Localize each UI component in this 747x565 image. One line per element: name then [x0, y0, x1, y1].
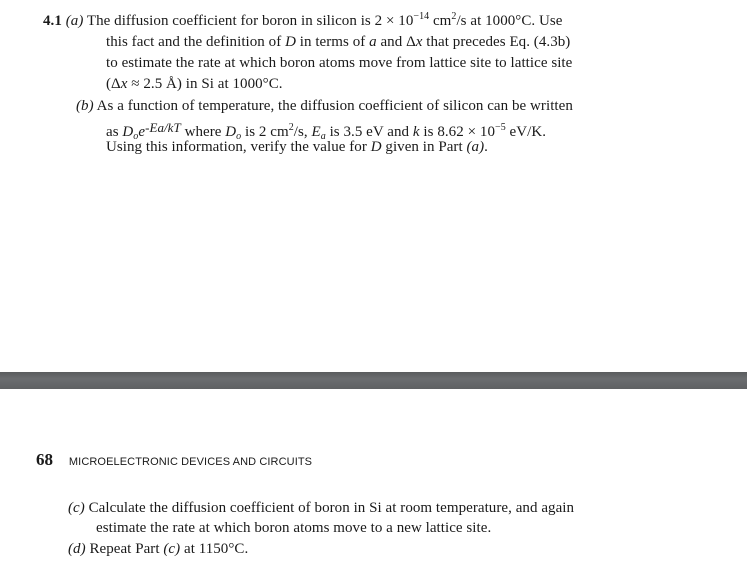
part-a-text: and Δ — [376, 34, 416, 50]
part-a-text: The diffusion coefficient for boron in silicon is 2 × 10 — [86, 13, 414, 29]
running-header-title: MICROELECTRONIC DEVICES AND CIRCUITS — [68, 456, 313, 468]
part-b-text: is 3.5 eV and — [325, 124, 413, 140]
part-a-text: in terms of — [295, 34, 370, 50]
part-b-text: where — [180, 124, 226, 140]
problem-4-1-line-5 — [76, 97, 573, 116]
part-b-text: Using this information, verify the value for — [106, 139, 371, 155]
part-a-unit-exponent: 2 — [451, 11, 457, 22]
symbol-x: x — [120, 76, 128, 92]
part-a-text: (Δ — [106, 76, 121, 92]
symbol-x: x — [415, 34, 423, 50]
subscript-a: a — [320, 131, 326, 142]
problem-4-1-line-4 — [106, 75, 283, 94]
part-b-text: given in Part — [381, 139, 467, 155]
symbol-e: e — [138, 124, 146, 140]
subscript-o: o — [133, 131, 139, 142]
part-a-unit: cm — [429, 13, 452, 29]
page-number: 68 — [36, 450, 54, 469]
part-b-text: as — [106, 124, 123, 140]
unit-exponent: 2 — [288, 122, 294, 133]
part-d-line — [68, 540, 248, 559]
exponent: −5 — [495, 122, 506, 133]
symbol-D: D — [122, 124, 134, 140]
problem-4-1-line-7 — [106, 138, 488, 157]
part-b-label: (b) — [76, 98, 94, 114]
running-header — [36, 450, 312, 472]
exponent-Ea-kT: -Ea/kT — [145, 120, 181, 135]
problem-number: 4.1 — [43, 13, 62, 29]
part-reference: (c) — [163, 541, 181, 557]
part-a-text: ≈ 2.5 Å) in Si at 1000°C. — [127, 76, 283, 92]
problem-4-1-line-3 — [106, 54, 572, 73]
symbol-D: D — [370, 139, 382, 155]
part-c-text: Calculate the diffusion coefficient of boron in Si at room temperature, and again — [88, 500, 575, 516]
part-a-label: (a) — [65, 13, 84, 29]
part-a-text: /s at 1000°C. Use — [456, 13, 563, 29]
problem-4-1-line-2 — [106, 33, 570, 52]
part-b-text: As a function of temperature, the diffusion coefficient of silicon can be written — [96, 98, 573, 114]
part-b-text: is 8.62 × 10 — [419, 124, 495, 140]
part-a-text: this fact and the definition of — [106, 34, 286, 50]
part-c-label: (c) — [68, 500, 85, 516]
part-b-text: eV/K. — [505, 124, 547, 140]
symbol-a: a — [369, 34, 377, 50]
symbol-E: E — [311, 124, 321, 140]
part-c-line-1 — [68, 499, 574, 518]
symbol-D: D — [285, 34, 296, 50]
part-d-text: at 1150°C. — [180, 541, 249, 557]
part-b-text: . — [484, 139, 488, 155]
part-c-line-2 — [96, 519, 491, 538]
part-a-text: that precedes Eq. (4.3b) — [422, 34, 571, 50]
symbol-k: k — [412, 124, 420, 140]
problem-4-1-line-1 — [43, 12, 562, 31]
part-d-label: (d) — [68, 541, 86, 557]
part-a-exponent: −14 — [413, 11, 430, 22]
page-divider — [0, 372, 747, 389]
part-c-text: estimate the rate at which boron atoms move to a new lattice site. — [96, 520, 492, 536]
part-d-text: Repeat Part — [89, 541, 164, 557]
lower-page — [0, 389, 747, 565]
part-reference: (a) — [466, 139, 485, 155]
part-b-text: is 2 cm — [241, 124, 289, 140]
subscript-o: o — [236, 131, 242, 142]
symbol-D: D — [225, 124, 237, 140]
part-b-text: /s, — [293, 124, 312, 140]
part-a-text: to estimate the rate at which boron atoms move from lattice site to lattice site — [106, 55, 573, 71]
